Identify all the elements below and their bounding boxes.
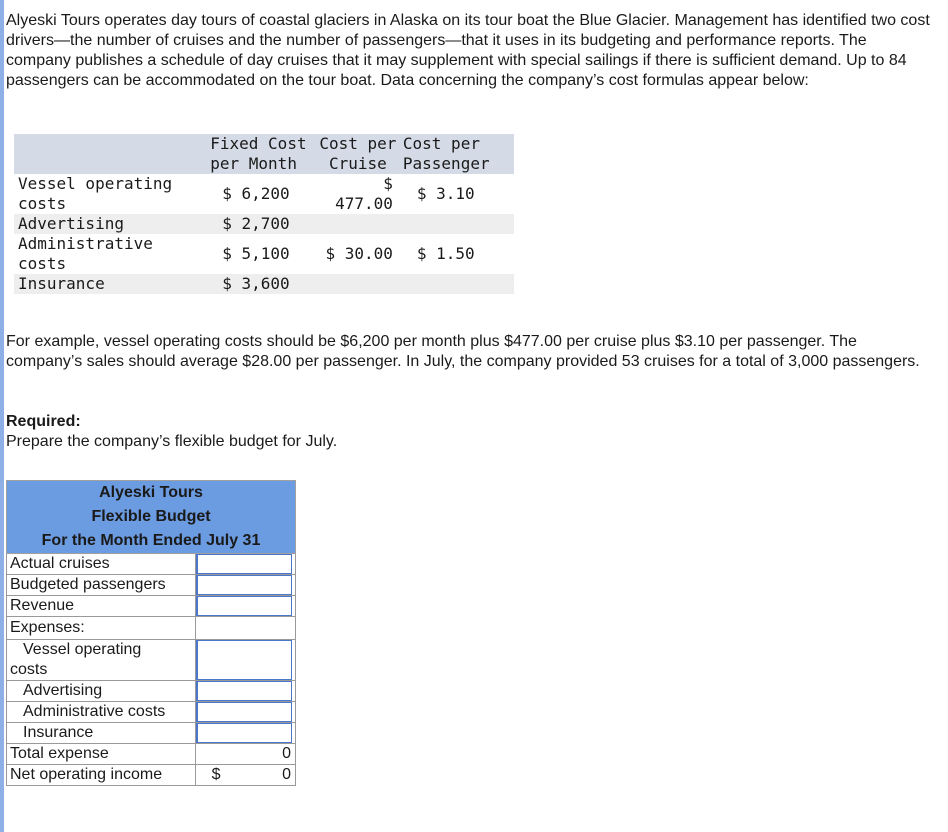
budget-row-revenue xyxy=(7,596,296,617)
cost-row-insurance xyxy=(14,274,514,294)
budget-header-title xyxy=(7,505,296,529)
vessel-operating-costs-input[interactable] xyxy=(196,640,292,680)
fixed-cost: $ 3,600 xyxy=(208,274,315,294)
budget-title: Flexible Budget xyxy=(7,505,296,529)
cruise-cost: $ 30.00 xyxy=(325,244,393,263)
passenger-cost xyxy=(401,274,514,294)
header-blank xyxy=(14,134,208,174)
row-label: Net operating income xyxy=(7,765,196,786)
budgeted-passengers-cell xyxy=(195,575,295,596)
actual-cruises-cell xyxy=(195,554,295,575)
row-label: Insurance xyxy=(14,274,208,294)
budget-row-expenses-heading xyxy=(7,617,296,640)
net-income-value-wrap xyxy=(196,765,295,785)
fixed-cost: $ 5,100 xyxy=(222,244,290,263)
row-label: Vessel operating costs xyxy=(18,174,173,213)
cost-row-administrative xyxy=(14,234,514,274)
budget-row-vessel xyxy=(7,640,296,681)
total-expense-value: 0 xyxy=(195,744,295,765)
passenger-cost xyxy=(401,214,514,234)
header-cost-per-cruise: Cost per Cruise xyxy=(315,134,401,174)
budget-row-advertising xyxy=(7,681,296,702)
budget-row-budgeted-passengers xyxy=(7,575,296,596)
advertising-input[interactable] xyxy=(196,681,292,701)
budget-row-net-income xyxy=(7,765,296,786)
passenger-cost: $ 3.10 xyxy=(416,184,475,203)
cruise-cost xyxy=(315,274,401,294)
left-accent-bar xyxy=(0,0,4,832)
administrative-cell xyxy=(195,702,295,723)
budget-company-name: Alyeski Tours xyxy=(7,481,296,506)
cost-formula-table xyxy=(14,134,514,294)
row-label: Budgeted passengers xyxy=(7,575,196,596)
budget-row-actual-cruises xyxy=(7,554,296,575)
budgeted-passengers-input[interactable] xyxy=(196,575,292,595)
cost-row-advertising xyxy=(14,214,514,234)
row-label: Actual cruises xyxy=(7,554,196,575)
advertising-cell xyxy=(195,681,295,702)
row-label: Administrative costs xyxy=(7,702,196,723)
budget-header-period xyxy=(7,529,296,554)
row-label: Expenses: xyxy=(7,617,196,640)
passenger-cost: $ 1.50 xyxy=(416,244,475,263)
revenue-cell xyxy=(195,596,295,617)
intro-paragraph: Alyeski Tours operates day tours of coastal glaciers in Alaska on its tour boat the Blue Glacier. Management has identified two cost drivers—the number of cruises and the number of passengers—that it uses in its budgeting and performance reports. The company publishes a schedule of day cruises that it may supplement with special sailings if there is sufficient demand. Up to 84 passengers can be accommodated on the tour boat. Data concerning the company’s cost formulas appear below: xyxy=(6,12,930,89)
flexible-budget-form xyxy=(6,480,296,786)
row-label: Administrative costs xyxy=(18,234,153,273)
administrative-costs-input[interactable] xyxy=(196,702,292,722)
cruise-cost: $ 477.00 xyxy=(335,174,393,213)
budget-period: For the Month Ended July 31 xyxy=(7,529,296,554)
net-income-value: 0 xyxy=(282,766,291,783)
vessel-label-line1: Vessel operating xyxy=(23,641,142,658)
vessel-label-line2: costs xyxy=(10,661,48,678)
fixed-cost: $ 6,200 xyxy=(222,184,290,203)
budget-row-total-expense xyxy=(7,744,296,765)
expenses-blank-cell xyxy=(195,617,295,640)
insurance-cell xyxy=(195,723,295,744)
fixed-cost: $ 2,700 xyxy=(208,214,315,234)
example-paragraph: For example, vessel operating costs should be $6,200 per month plus $477.00 per cruise plus $3.10 per passenger. The company’s sales should average $28.00 per passenger. In July, the company provided 53 cruises for a total of 3,000 passengers. xyxy=(6,333,920,370)
revenue-input[interactable] xyxy=(196,596,292,616)
cruise-cost xyxy=(315,214,401,234)
required-text: Prepare the company’s flexible budget for July. xyxy=(6,433,338,450)
row-label: Insurance xyxy=(7,723,196,744)
insurance-input[interactable] xyxy=(196,723,292,743)
row-label: Revenue xyxy=(7,596,196,617)
vessel-cell xyxy=(195,640,295,681)
header-cost-per-passenger: Cost per Passenger xyxy=(401,134,514,174)
budget-row-insurance xyxy=(7,723,296,744)
net-income-currency: $ xyxy=(211,766,221,783)
header-fixed-cost: Fixed Cost per Month xyxy=(208,134,315,174)
row-label xyxy=(7,640,196,681)
required-heading: Required: xyxy=(6,413,81,430)
budget-header-company xyxy=(7,481,296,506)
net-income-cell xyxy=(195,765,295,786)
row-label: Total expense xyxy=(7,744,196,765)
cost-table-header-row xyxy=(14,134,514,174)
row-label: Advertising xyxy=(7,681,196,702)
budget-row-administrative xyxy=(7,702,296,723)
row-label: Advertising xyxy=(14,214,208,234)
cost-row-vessel xyxy=(14,174,514,214)
actual-cruises-input[interactable] xyxy=(196,554,292,574)
